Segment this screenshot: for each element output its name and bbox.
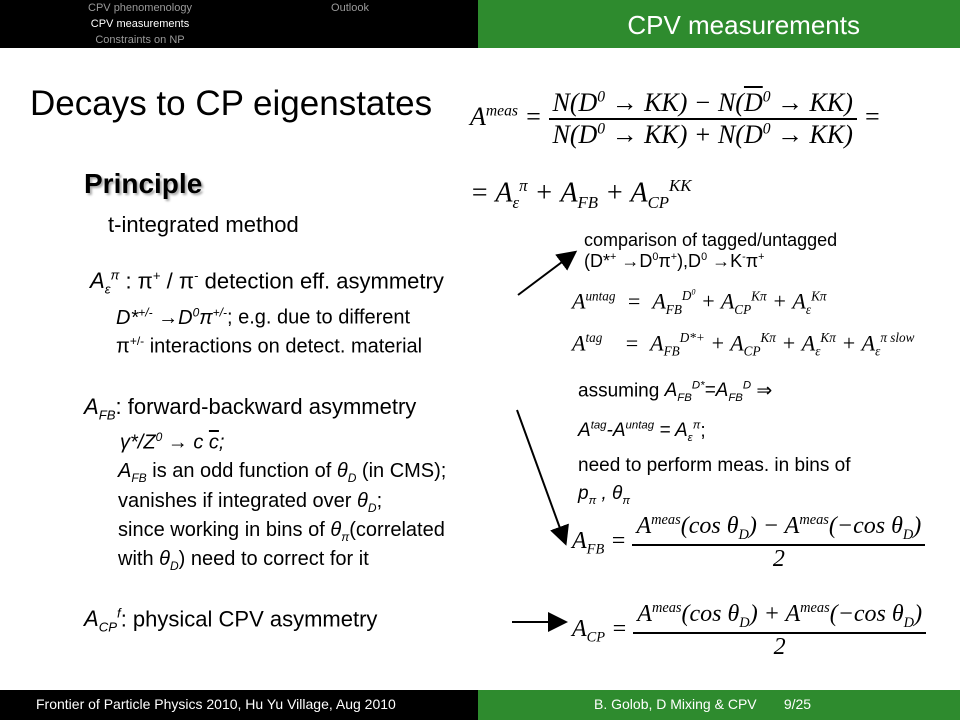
acp-text: : physical CPV asymmetry (120, 606, 378, 632)
nav-item-cpv-phenomenology[interactable]: CPV phenomenology (88, 2, 192, 14)
afb-odd-text: is an odd function of (152, 460, 332, 482)
afb-bins-text: since working in bins of (118, 519, 325, 541)
method-label: t-integrated method (108, 212, 299, 237)
ae-example-line2: π+/- interactions on detect. material (116, 334, 423, 358)
ae-example-line1: $D*^{+/-} \to D^0\pi^{+/-}$; e.g. due to different (116, 305, 411, 329)
assuming-text: assuming (578, 380, 660, 402)
comparison-decays: $(D*^+ \to D^0\pi^+),D^0 \to K^-\pi^+$ (584, 251, 765, 271)
slide-title: Decays to CP eigenstates (30, 84, 433, 123)
comparison-text: comparison of tagged/untagged (584, 230, 838, 250)
ameas-decomposition: = $A_\varepsilon^\pi + A_{FB} + A_{CP}^{KK}$ (470, 176, 692, 212)
assumption-result: $A^{tag}-A^{untag} = A_\varepsilon^\pi$; (578, 420, 706, 445)
afb-fraction: $\frac{A^{meas}(\cos \theta_D) - A^{meas}(-\cos \theta_D)}{2}$ (632, 512, 925, 573)
section-title: CPV measurements (627, 10, 860, 40)
afb-vanishes: vanishes if integrated over $\theta_D$; (118, 490, 383, 515)
afb-vanish-text: vanishes if integrated over (118, 490, 352, 512)
atag-formula: $A^{tag}$ = $A_{FB}^{D*+} + A_{CP}^{K\pi} + A_\varepsilon^{K\pi} + A_\varepsilon^{\pi slow}$ (572, 330, 915, 359)
footer-conference: Frontier of Particle Physics 2010, Hu Yu Village, Aug 2010 (36, 696, 396, 712)
arrow-ae-to-comparison (518, 253, 574, 295)
afb-cms-text: (in CMS); (361, 460, 447, 482)
ameas-fraction: $\frac{N(D^0 \to KK) - N(\overline{D}^0 \to KK)}{N(D^0 \to KK) + N(\overline{D}^0 \to KK)}$ (549, 88, 857, 150)
nav-item-constraints-on-np[interactable]: Constraints on NP (95, 34, 185, 46)
afb-text: : forward-backward asymmetry (115, 394, 417, 419)
ae-text: detection eff. asymmetry (204, 268, 444, 294)
bins-variables: $p_\pi$ , $\theta_\pi$ (578, 483, 631, 508)
afb-with-text: with (118, 548, 154, 570)
ameas-formula: $A^{meas}$ = $\frac{N(D^0 \to KK) - N(\overline{D}^0 \to KK)}{N(D^0 \to KK) + N(\overline{D}^0 \to KK)}$ = (470, 88, 881, 149)
ae-interaction-text: interactions on detect. material (149, 335, 423, 358)
acp-fraction: $\frac{A^{meas}(\cos \theta_D) + A^{meas}(-\cos \theta_D)}{2}$ (633, 600, 926, 661)
nav-item-cpv-measurements[interactable]: CPV measurements (90, 18, 190, 30)
afb-correlated-text: (correlated (349, 519, 445, 541)
afb-formula: $A_{FB}$ = $\frac{A^{meas}(\cos \theta_D) - A^{meas}(-\cos \theta_D)}{2}$ (572, 512, 925, 573)
auntag-formula: $A^{untag} = A_{FB}^{D^0} + A_{CP}^{K\pi} + A_\varepsilon^{K\pi}$ (572, 288, 827, 318)
footer-author-page: B. Golob, D Mixing & CPV 9/25 (594, 696, 812, 712)
need-bins-text: need to perform meas. in bins of (578, 455, 851, 477)
afb-process: $\gamma*/Z^0 \to c$ $\overline{c}$; (120, 430, 225, 454)
principle-heading: Principle (84, 168, 203, 199)
acp-formula: $A_{CP}$ = $\frac{A^{meas}(\cos \theta_D) + A^{meas}(-\cos \theta_D)}{2}$ (572, 600, 926, 661)
acp-definition: $A_{CP}^f$: physical CPV asymmetry (84, 606, 378, 635)
afb-odd-function: $A_{FB}$ is an odd function of $\theta_D$ (in CMS); (118, 460, 447, 485)
nav-item-outlook[interactable]: Outlook (331, 2, 369, 14)
afb-definition: $A_{FB}$: forward-backward asymmetry (84, 394, 417, 423)
ae-definition: $A_\varepsilon^\pi$ : π+ / π- detection eff. asymmetry (90, 268, 444, 297)
afb-bins: since working in bins of $\theta_\pi(correlated$ (118, 519, 445, 544)
afb-correct-text: ) need to correct for it (178, 548, 369, 570)
afb-correct: with $\theta_D$) need to correct for it (118, 548, 369, 573)
assumption-line: assuming $A_{FB}^{D*}=A_{FB}^D$ ⇒ (578, 380, 773, 405)
ae-example-text: ; e.g. due to different (227, 306, 411, 329)
arrow-afb-to-formula (517, 410, 565, 542)
